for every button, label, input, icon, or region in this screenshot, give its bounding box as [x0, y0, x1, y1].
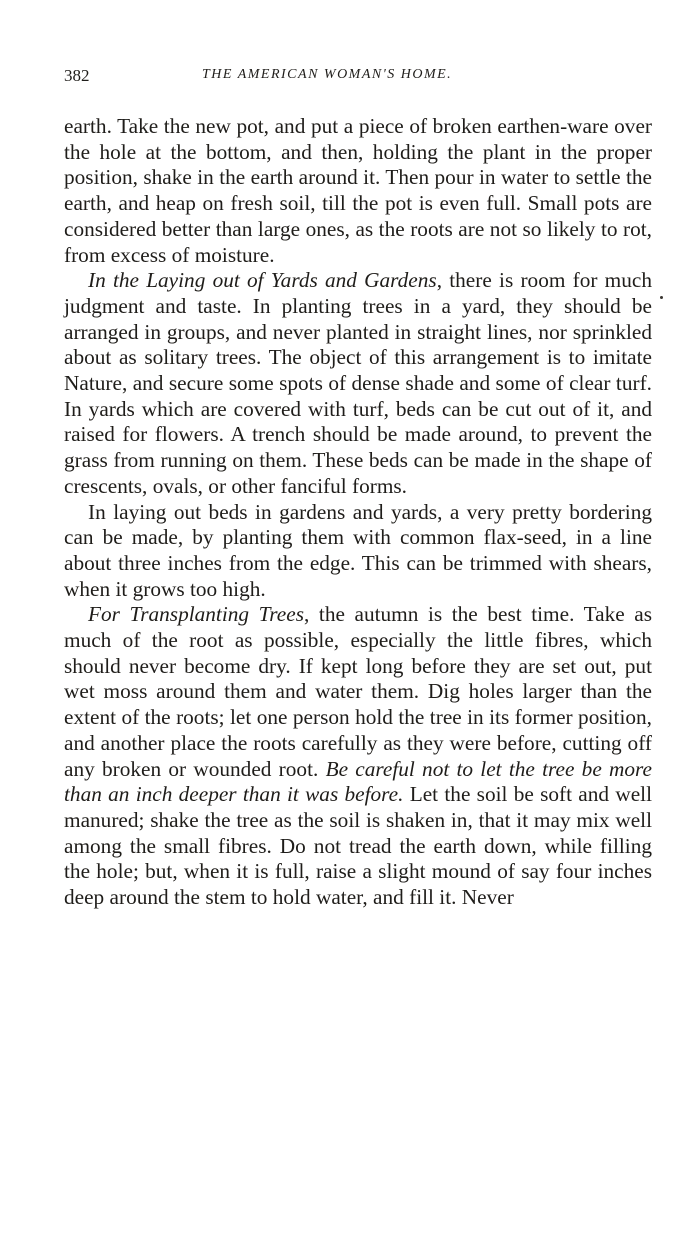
text-segment: , the autumn is the best time. Take as much of the root as possible, especially the little fibres, which should never become dry. If kept long before they are set out, put wet moss around them and water them. Dig holes larger than the extent of the roots; let one person hold the tree in its former position, and another place the roots carefully as they were before, cutting off any broken or wounded root.	[64, 602, 652, 781]
page-header	[64, 66, 652, 92]
page-body	[64, 114, 652, 911]
italic-text-segment: In the Laying out of Yards and Gardens	[88, 268, 437, 293]
text-segment: Let the soil be soft and well manured; shake the tree as the soil is shaken in, that it may mix well among the small fibres. Do not tread the earth down, while filling the hole; but, when it is full, raise a slight mound of say four inches deep around the stem to hold water, and fill it. Never	[64, 782, 652, 910]
paragraph-4	[64, 602, 652, 910]
paragraph-1	[64, 114, 652, 268]
ink-speck	[660, 296, 663, 299]
text-segment: earth. Take the new pot, and put a piece of broken earthen-ware over the hole at the bottom, and then, holding the plant in the proper position, shake in the earth around it. Then pour in water to settle the earth, and heap on fresh soil, till the pot is even full. Small pots are considered better than large ones, as the roots are not so likely to rot, from excess of moisture.	[64, 114, 652, 267]
page-number: 382	[64, 66, 90, 85]
running-head: THE AMERICAN WOMAN'S HOME.	[202, 67, 453, 82]
text-segment: In laying out beds in gardens and yards, a very pretty bordering can be made, by planting them with common flax-seed, in a line about three inches from the edge. This can be trimmed with shears, when it grows too high.	[64, 499, 652, 601]
text-segment: , there is room for much judgment and taste. In planting trees in a yard, they should be arranged in groups, and never planted in straight lines, nor sprinkled about as solitary trees. The object of this arrangement is to imitate Nature, and secure some spots of dense shade and some of clear turf. In yards which are covered with turf, beds can be cut out of it, and raised for flowers. A trench should be made around, to prevent the grass from running on them. These beds can be made in the shape of crescents, ovals, or other fanciful forms.	[64, 268, 652, 498]
italic-text-segment: Be careful not to let the tree be more than an inch deeper than it was before.	[64, 756, 652, 807]
paragraph-3	[64, 500, 652, 603]
paragraph-2	[64, 268, 652, 499]
italic-text-segment: For Transplanting Trees	[88, 602, 304, 627]
